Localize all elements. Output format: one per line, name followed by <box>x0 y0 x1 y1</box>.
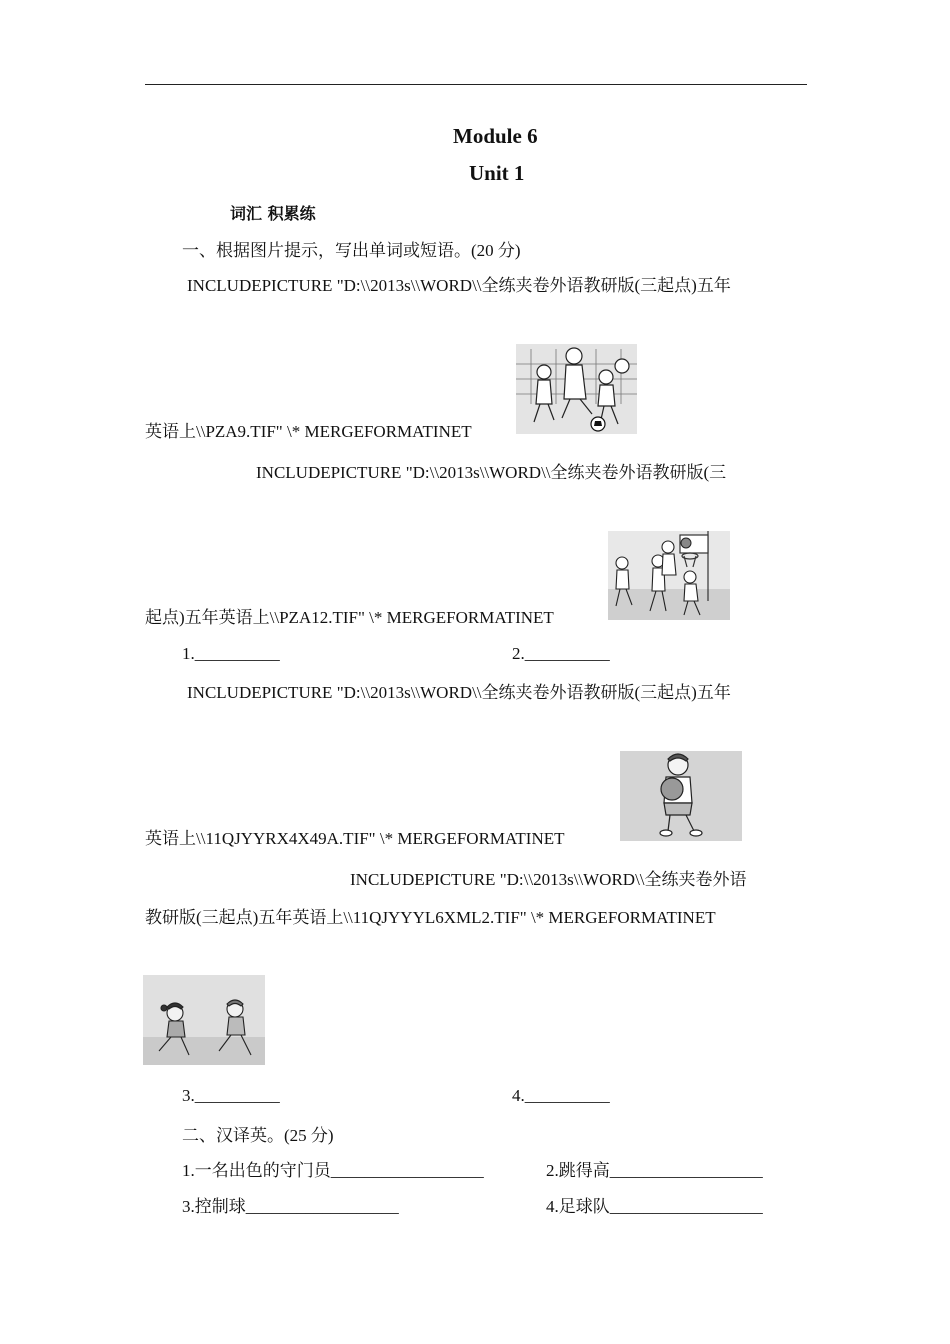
section-label: 词汇 积累练 <box>230 204 316 223</box>
pic4-field-line2: 教研版(三起点)五年英语上\\11QJYYYL6XML2.TIF" \* MERGEFORMATINET <box>145 908 716 927</box>
blank-3[interactable]: 3.__________ <box>182 1086 280 1105</box>
translate-item-3[interactable]: 3.控制球__________________ <box>182 1197 399 1216</box>
pic3-field-line1: INCLUDEPICTURE "D:\\2013s\\WORD\\全练夹卷外语教研版(三起点)五年 <box>187 683 731 702</box>
football-players-icon <box>516 344 637 434</box>
pic3-field-line2: 英语上\\11QJYYRX4X49A.TIF" \* MERGEFORMATINET <box>145 829 565 848</box>
unit-title: Unit 1 <box>469 161 525 185</box>
running-children-icon <box>143 975 265 1065</box>
translate-item-1[interactable]: 1.一名出色的守门员__________________ <box>182 1161 484 1180</box>
pic1-field-line2: 英语上\\PZA9.TIF" \* MERGEFORMATINET <box>145 422 472 441</box>
blank-4[interactable]: 4.__________ <box>512 1086 610 1105</box>
blank-2[interactable]: 2.__________ <box>512 644 610 663</box>
pic2-field-line2: 起点)五年英语上\\PZA12.TIF" \* MERGEFORMATINET <box>145 608 554 627</box>
pic4-field-line1: INCLUDEPICTURE "D:\\2013s\\WORD\\全练夹卷外语 <box>350 870 747 889</box>
basketball-players-icon <box>608 531 730 620</box>
translate-item-4[interactable]: 4.足球队__________________ <box>546 1197 763 1216</box>
module-title: Module 6 <box>453 124 538 148</box>
translate-item-2[interactable]: 2.跳得高__________________ <box>546 1161 763 1180</box>
header-rule <box>145 84 807 85</box>
part1-heading: 一、根据图片提示，写出单词或短语。(20 分) <box>182 241 521 260</box>
pic1-field-line1: INCLUDEPICTURE "D:\\2013s\\WORD\\全练夹卷外语教研版(三起点)五年 <box>187 276 731 295</box>
boy-with-ball-icon <box>620 751 742 841</box>
blank-1[interactable]: 1.__________ <box>182 644 280 663</box>
part2-heading: 二、汉译英。(25 分) <box>182 1126 334 1145</box>
pic2-field-line1: INCLUDEPICTURE "D:\\2013s\\WORD\\全练夹卷外语教研版(三 <box>256 463 727 482</box>
